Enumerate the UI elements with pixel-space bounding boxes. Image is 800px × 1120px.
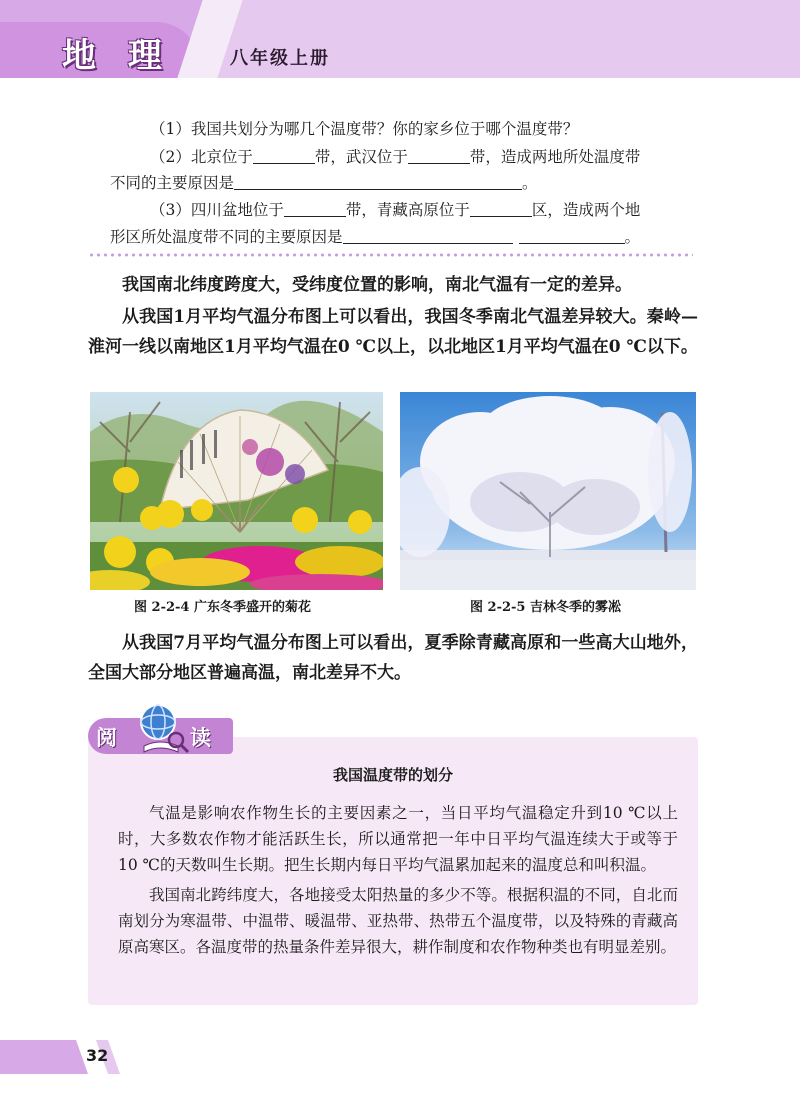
body-paragraph-3: 从我国7月平均气温分布图上可以看出，夏季除青藏高原和一些高大山地外，全国大部分地区普遍高温，南北差异不大。 xyxy=(88,633,698,683)
q2-text-c: 带，造成两地所处温度带 xyxy=(469,148,641,166)
reading-paragraph-1: 气温是影响农作物生长的主要因素之一，当日平均气温稳定升到10 ℃以上时，大多数农作物才能活跃生长，所以通常把一年中日平均气温连续大于或等于10 ℃的天数叫生长期。把生长期内每日平均气温累加起来的温度总和叫积温。 xyxy=(118,804,678,874)
globe-magnifier-icon xyxy=(132,700,192,760)
body-paragraph-1: 我国南北纬度跨度大，受纬度位置的影响，南北气温有一定的差异。 xyxy=(122,275,632,295)
reading-tab-right: 读 xyxy=(190,726,211,750)
q3-text-d: 形区所处温度带不同的主要原因是 xyxy=(110,228,343,246)
dotted-divider xyxy=(88,253,693,257)
answer-blank xyxy=(253,148,315,164)
q2-text-a: （2）北京位于 xyxy=(150,148,253,166)
grade-label: 八年级上册 xyxy=(230,48,330,69)
answer-blank xyxy=(234,174,522,190)
q2-text-b: 带，武汉位于 xyxy=(314,148,408,166)
q2-text-d: 不同的主要原因是 xyxy=(110,174,235,192)
answer-blank xyxy=(284,201,346,217)
answer-blank xyxy=(408,148,470,164)
q3-text-end: 。 xyxy=(624,228,641,246)
question-2-line-2 xyxy=(110,172,538,194)
q3-text-c: 区，造成两个地 xyxy=(531,201,641,219)
reading-tab-left: 阅 xyxy=(96,726,117,750)
figure-caption-2: 图 2-2-5 吉林冬季的雾凇 xyxy=(470,600,621,615)
q3-text-a: （3）四川盆地位于 xyxy=(150,201,284,219)
rime-tree-illustration xyxy=(400,392,696,590)
question-3-line-2 xyxy=(110,226,640,248)
reading-title: 我国温度带的划分 xyxy=(332,766,453,784)
figure-caption-1: 图 2-2-4 广东冬季盛开的菊花 xyxy=(134,600,311,615)
question-1: （1）我国共划分为哪几个温度带？你的家乡位于哪个温度带？ xyxy=(150,120,579,138)
q3-text-b: 带，青藏高原位于 xyxy=(345,201,470,219)
reading-paragraph-2: 我国南北跨纬度大，各地接受太阳热量的多少不等。根据积温的不同，自北而南划分为寒温带、中温带、暖温带、亚热带、热带五个温度带，以及特殊的青藏高原高寒区。各温度带的热量条件差异很大，耕作制度和农作物种类也有明显差别。 xyxy=(118,886,678,956)
rime-tree-photo xyxy=(400,392,696,590)
chrysanthemum-photo xyxy=(90,392,383,590)
page-header xyxy=(0,0,800,92)
answer-blank xyxy=(343,228,513,244)
subject-title: 地 理 xyxy=(62,36,172,76)
page-number: 32 xyxy=(86,1046,109,1065)
answer-blank xyxy=(470,201,532,217)
question-2-line-1 xyxy=(150,146,640,168)
chrysanthemum-illustration xyxy=(90,392,383,590)
question-3-line-1 xyxy=(150,199,640,221)
answer-blank xyxy=(519,228,625,244)
q2-text-end: 。 xyxy=(522,174,538,192)
body-paragraph-2: 从我国1月平均气温分布图上可以看出，我国冬季南北气温差异较大。秦岭—淮河一线以南地区1月平均气温在0 ℃以上，以北地区1月平均气温在0 ℃以下。 xyxy=(88,307,698,357)
